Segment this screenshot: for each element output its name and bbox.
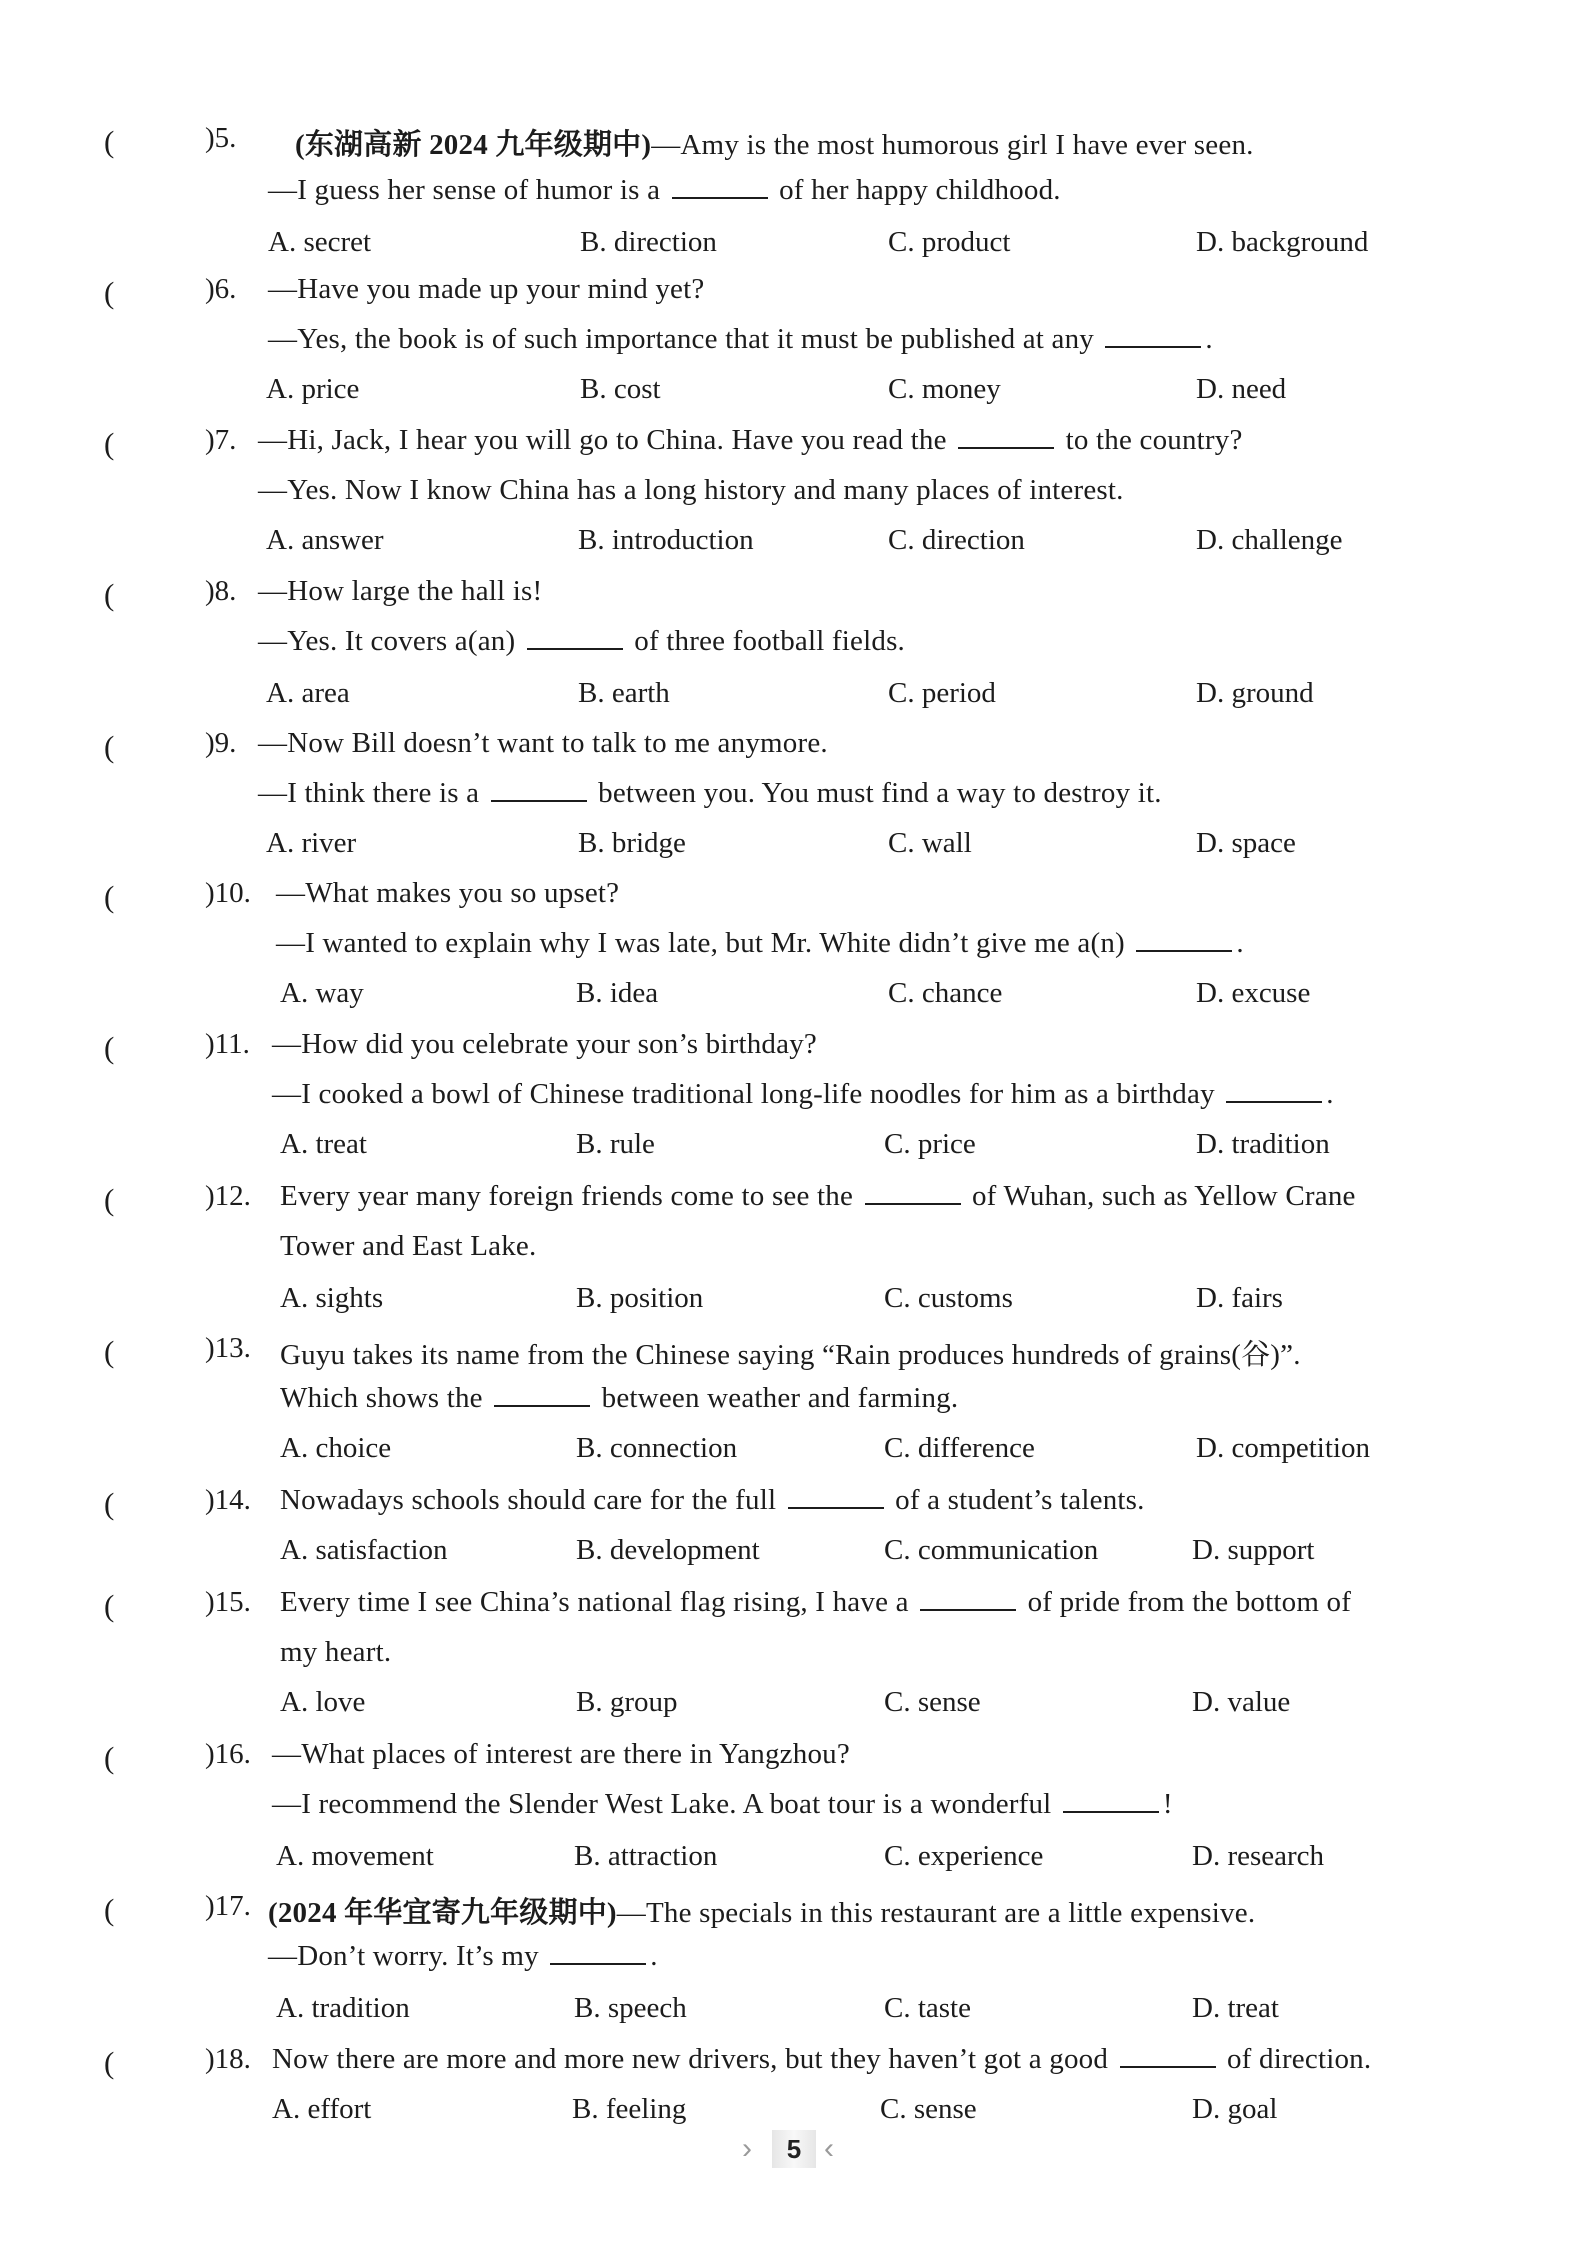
answer-bracket[interactable]: ( xyxy=(104,275,115,310)
option-b[interactable]: B. rule xyxy=(576,1128,655,1160)
question-text-line xyxy=(258,424,1243,457)
option-d[interactable]: D. research xyxy=(1192,1840,1325,1872)
option-a[interactable]: A. river xyxy=(266,827,357,859)
option-c[interactable]: C. sense xyxy=(884,1686,981,1718)
answer-blank[interactable] xyxy=(1136,928,1232,952)
question-text: —Yes. It covers a(an) xyxy=(258,625,523,657)
question-text: —Now Bill doesn’t want to talk to me anymore. xyxy=(258,727,828,759)
question-text-line xyxy=(280,1230,536,1263)
option-b[interactable]: B. attraction xyxy=(574,1840,718,1872)
question-text-line xyxy=(268,323,1213,356)
option-a[interactable]: A. sights xyxy=(280,1282,384,1314)
question-text-line xyxy=(280,1382,958,1415)
question-text: —I recommend the Slender West Lake. A boat tour is a wonderful xyxy=(272,1788,1059,1820)
answer-blank[interactable] xyxy=(788,1485,884,1509)
answer-bracket[interactable]: ( xyxy=(104,1486,115,1521)
question-text: . xyxy=(1236,927,1244,959)
question-text: of her happy childhood. xyxy=(771,174,1061,206)
option-d[interactable]: D. treat xyxy=(1192,1992,1279,2024)
chevron-right-icon: › xyxy=(742,2132,752,2165)
question-text-line xyxy=(272,1738,850,1771)
option-b[interactable]: B. direction xyxy=(580,226,717,258)
option-c[interactable]: C. experience xyxy=(884,1840,1044,1872)
answer-blank[interactable] xyxy=(920,1587,1016,1611)
answer-blank[interactable] xyxy=(1226,1079,1322,1103)
answer-bracket[interactable]: ( xyxy=(104,1182,115,1217)
question-text-line xyxy=(268,1940,658,1973)
option-a[interactable]: A. effort xyxy=(272,2093,372,2125)
option-d[interactable]: D. space xyxy=(1196,827,1296,859)
question-number: )9. xyxy=(205,727,237,759)
question-text: —I wanted to explain why I was late, but Mr. White didn’t give me a(n) xyxy=(276,927,1133,959)
option-a[interactable]: A. area xyxy=(266,677,350,709)
question-text-line xyxy=(268,174,1061,207)
question-text: of Wuhan, such as Yellow Crane xyxy=(964,1180,1356,1212)
option-a[interactable]: A. love xyxy=(280,1686,366,1718)
answer-blank[interactable] xyxy=(527,626,623,650)
question-text: Nowadays schools should care for the full xyxy=(280,1484,784,1516)
question-number: )10. xyxy=(205,877,251,909)
question-text-line xyxy=(280,1332,1301,1373)
question-text: —I think there is a xyxy=(258,777,487,809)
question-text-line xyxy=(272,2043,1371,2076)
question-text: between weather and farming. xyxy=(594,1382,959,1414)
option-b[interactable]: B. earth xyxy=(578,677,670,709)
page-number: 5 xyxy=(772,2130,816,2168)
question-text-line xyxy=(272,1028,817,1061)
answer-bracket[interactable]: ( xyxy=(104,1892,115,1927)
answer-bracket[interactable]: ( xyxy=(104,1740,115,1775)
question-text-line xyxy=(276,927,1244,960)
option-a[interactable]: A. treat xyxy=(280,1128,367,1160)
page-footer xyxy=(720,2130,870,2170)
option-b[interactable]: B. bridge xyxy=(578,827,686,859)
option-a[interactable]: A. secret xyxy=(268,226,372,258)
question-text: to the country? xyxy=(1058,424,1243,456)
option-b[interactable]: B. introduction xyxy=(578,524,754,556)
option-b[interactable]: B. connection xyxy=(576,1432,738,1464)
question-number: )5. xyxy=(205,122,237,154)
question-text-line xyxy=(272,1788,1173,1821)
question-number: )13. xyxy=(205,1332,251,1364)
option-d[interactable]: D. fairs xyxy=(1196,1282,1283,1314)
option-c[interactable]: C. sense xyxy=(880,2093,977,2125)
option-c[interactable]: C. chance xyxy=(888,977,1003,1009)
option-c[interactable]: C. money xyxy=(888,373,1001,405)
question-text-line xyxy=(276,877,619,910)
question-text: of three football fields. xyxy=(626,625,906,657)
option-b[interactable]: B. cost xyxy=(580,373,661,405)
question-text-line xyxy=(280,1586,1351,1619)
answer-bracket[interactable]: ( xyxy=(104,2045,115,2080)
answer-bracket[interactable]: ( xyxy=(104,1334,115,1369)
option-a[interactable]: A. tradition xyxy=(276,1992,410,2024)
question-text: Every time I see China’s national flag rising, I have a xyxy=(280,1586,917,1618)
question-number: )18. xyxy=(205,2043,251,2075)
question-text: between you. You must find a way to destroy it. xyxy=(590,777,1162,809)
option-d[interactable]: D. competition xyxy=(1196,1432,1370,1464)
question-text-line xyxy=(268,273,704,306)
question-text: of a student’s talents. xyxy=(887,1484,1145,1516)
option-b[interactable]: B. group xyxy=(576,1686,678,1718)
question-text: of pride from the bottom of xyxy=(1020,1586,1352,1618)
option-d[interactable]: D. need xyxy=(1196,373,1287,405)
question-text: ! xyxy=(1162,1788,1173,1820)
question-text-line xyxy=(268,1890,1255,1931)
option-b[interactable]: B. idea xyxy=(576,977,659,1009)
option-d[interactable]: D. ground xyxy=(1196,677,1314,709)
question-text-line xyxy=(258,575,542,608)
question-text-line xyxy=(258,727,828,760)
answer-blank[interactable] xyxy=(494,1383,590,1407)
question-text: —Have you made up your mind yet? xyxy=(268,273,705,305)
option-a[interactable]: A. satisfaction xyxy=(280,1534,448,1566)
question-text: —How large the hall is! xyxy=(258,575,543,607)
chevron-left-icon: ‹ xyxy=(824,2132,834,2165)
option-b[interactable]: B. position xyxy=(576,1282,704,1314)
option-c[interactable]: C. communication xyxy=(884,1534,1099,1566)
question-text-line xyxy=(295,122,1254,163)
question-text: —I guess her sense of humor is a xyxy=(268,174,668,206)
option-c[interactable]: C. difference xyxy=(884,1432,1035,1464)
question-text: —Hi, Jack, I hear you will go to China. Have you read the xyxy=(258,424,955,456)
option-a[interactable]: A. answer xyxy=(266,524,384,556)
question-text: of direction. xyxy=(1219,2043,1372,2075)
question-number: )12. xyxy=(205,1180,251,1212)
option-c[interactable]: C. customs xyxy=(884,1282,1013,1314)
option-a[interactable]: A. price xyxy=(266,373,360,405)
option-d[interactable]: D. tradition xyxy=(1196,1128,1330,1160)
answer-bracket[interactable]: ( xyxy=(104,577,115,612)
option-a[interactable]: A. choice xyxy=(280,1432,392,1464)
option-d[interactable]: D. excuse xyxy=(1196,977,1311,1009)
question-text: Which shows the xyxy=(280,1382,491,1414)
question-text: Tower and East Lake. xyxy=(280,1230,537,1262)
option-c[interactable]: C. price xyxy=(884,1128,976,1160)
answer-bracket[interactable]: ( xyxy=(104,1030,115,1065)
answer-blank[interactable] xyxy=(958,425,1054,449)
question-number: )16. xyxy=(205,1738,251,1770)
question-number: )6. xyxy=(205,273,237,305)
answer-bracket[interactable]: ( xyxy=(104,426,115,461)
question-text: my heart. xyxy=(280,1636,392,1668)
answer-blank[interactable] xyxy=(1120,2044,1216,2068)
answer-blank[interactable] xyxy=(491,778,587,802)
option-c[interactable]: C. direction xyxy=(888,524,1025,556)
question-text: —Yes, the book is of such importance that it must be published at any xyxy=(268,323,1102,355)
option-d[interactable]: D. value xyxy=(1192,1686,1291,1718)
question-text: —Amy is the most humorous girl I have ever seen. xyxy=(651,129,1254,161)
answer-bracket[interactable]: ( xyxy=(104,729,115,764)
answer-blank[interactable] xyxy=(865,1181,961,1205)
question-number: )8. xyxy=(205,575,237,607)
answer-bracket[interactable]: ( xyxy=(104,124,115,159)
option-c[interactable]: C. product xyxy=(888,226,1011,258)
question-text: . xyxy=(1205,323,1213,355)
question-text: . xyxy=(650,1940,658,1972)
question-source: (2024 年华宜寄九年级期中) xyxy=(268,1897,617,1929)
question-text: Every year many foreign friends come to see the xyxy=(280,1180,861,1212)
option-d[interactable]: D. challenge xyxy=(1196,524,1343,556)
answer-bracket[interactable]: ( xyxy=(104,1588,115,1623)
option-d[interactable]: D. goal xyxy=(1192,2093,1278,2125)
option-b[interactable]: B. feeling xyxy=(572,2093,687,2125)
question-text: Now there are more and more new drivers, but they haven’t got a good xyxy=(272,2043,1116,2075)
question-text-line xyxy=(258,474,1124,507)
option-c[interactable]: C. wall xyxy=(888,827,972,859)
answer-blank[interactable] xyxy=(672,175,768,199)
option-b[interactable]: B. speech xyxy=(574,1992,687,2024)
question-text: . xyxy=(1326,1078,1334,1110)
question-number: )17. xyxy=(205,1890,251,1922)
question-source: (东湖高新 2024 九年级期中) xyxy=(295,129,652,161)
question-text-line xyxy=(280,1484,1145,1517)
question-text: —What makes you so upset? xyxy=(276,877,620,909)
answer-blank[interactable] xyxy=(550,1941,646,1965)
question-text-line xyxy=(272,1078,1334,1111)
option-a[interactable]: A. way xyxy=(280,977,364,1009)
option-a[interactable]: A. movement xyxy=(276,1840,434,1872)
question-text-line xyxy=(280,1180,1356,1213)
question-text: —How did you celebrate your son’s birthday? xyxy=(272,1028,817,1060)
question-text-line xyxy=(258,625,905,658)
question-number: )15. xyxy=(205,1586,251,1618)
option-b[interactable]: B. development xyxy=(576,1534,760,1566)
question-number: )7. xyxy=(205,424,237,456)
question-text: —The specials in this restaurant are a little expensive. xyxy=(616,1897,1256,1929)
question-text: —What places of interest are there in Yangzhou? xyxy=(272,1738,850,1770)
question-text: —Yes. Now I know China has a long history and many places of interest. xyxy=(258,474,1124,506)
question-text: Guyu takes its name from the Chinese saying “Rain produces hundreds of grains(谷)”. xyxy=(280,1339,1301,1371)
question-text: —I cooked a bowl of Chinese traditional long-life noodles for him as a birthday xyxy=(272,1078,1223,1110)
answer-bracket[interactable]: ( xyxy=(104,879,115,914)
question-text: —Don’t worry. It’s my xyxy=(268,1940,547,1972)
option-c[interactable]: C. period xyxy=(888,677,996,709)
question-number: )11. xyxy=(205,1028,250,1060)
option-d[interactable]: D. support xyxy=(1192,1534,1315,1566)
option-d[interactable]: D. background xyxy=(1196,226,1369,258)
question-number: )14. xyxy=(205,1484,251,1516)
question-text-line xyxy=(258,777,1162,810)
answer-blank[interactable] xyxy=(1063,1789,1159,1813)
option-c[interactable]: C. taste xyxy=(884,1992,971,2024)
question-text-line xyxy=(280,1636,391,1669)
answer-blank[interactable] xyxy=(1105,324,1201,348)
